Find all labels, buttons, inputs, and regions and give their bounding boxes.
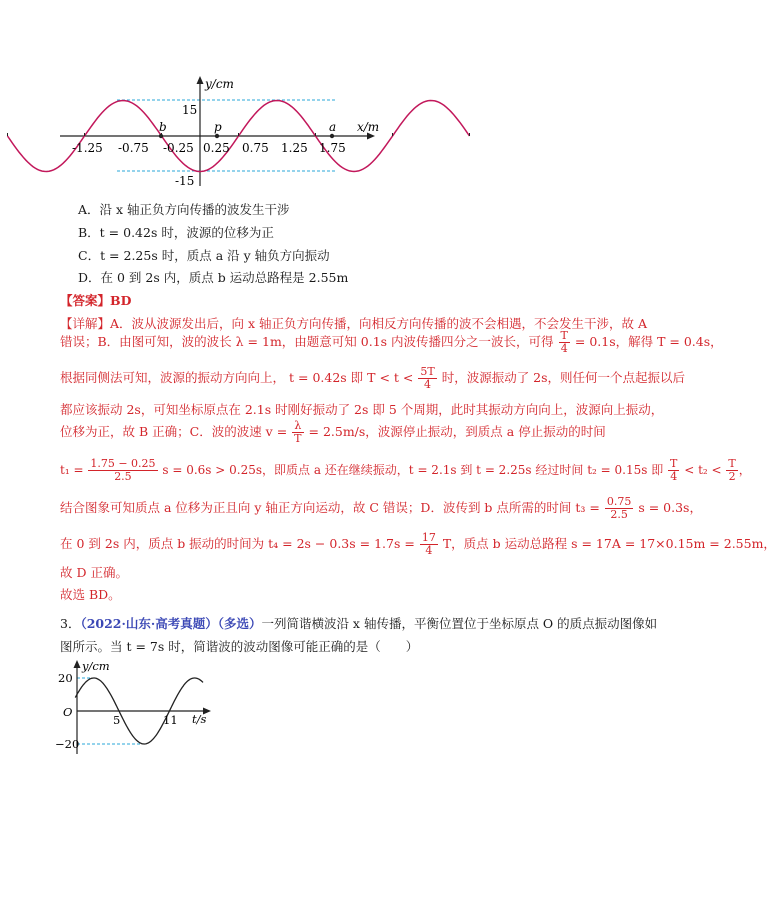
option-a: A．沿 x 轴正负方向传播的波发生干涉 xyxy=(78,202,290,217)
fraction-17-over-4: $\frac{17}{4}$ xyxy=(421,531,436,557)
analysis-line-8b: T，质点 b 运动总路程 s = 17A = 17×0.15m = 2.55m， xyxy=(442,536,776,551)
analysis-line-8 xyxy=(60,532,776,557)
point-p xyxy=(215,134,219,138)
wave-graph xyxy=(55,74,385,190)
analysis-line-7 xyxy=(60,496,702,521)
less-than-t2: < t₂ < xyxy=(684,463,722,477)
analysis-line-10: 故选 BD。 xyxy=(60,587,121,602)
analysis-line-3c: 时，波源振动了 2s，则任何一个点起振以后 xyxy=(441,370,686,385)
y-tick-neg15: -15 xyxy=(175,174,195,188)
analysis-line-6a: t₁ = xyxy=(60,463,84,477)
analysis-line-1: 【详解】A．波从波源发出后，向 x 轴正负方向传播，向相反方向传播的波不会相遇，不会发生干涉，故 A xyxy=(60,316,648,331)
y-tick-20: 20 xyxy=(58,671,73,685)
x-axis-label: x/m xyxy=(357,120,380,134)
y-axis-label: y/cm xyxy=(205,77,234,91)
y-axis-arrow xyxy=(74,660,81,668)
analysis-line-3b: t = 0.42s 即 T < t < xyxy=(289,370,414,385)
point-b-label: b xyxy=(159,120,167,134)
question-3-line-1 xyxy=(60,614,657,632)
analysis-line-5b: = 2.5m/s，波源停止振动，到质点 a 停止振动的时间 xyxy=(308,424,606,439)
x-tick-label: -0.25 xyxy=(163,141,194,155)
vibration-graph xyxy=(55,658,215,756)
x-tick-label: 0.75 xyxy=(242,141,269,155)
option-d: D．在 0 到 2s 内，质点 b 运动总路程是 2.55m xyxy=(78,270,349,285)
analysis-line-7b: s = 0.3s， xyxy=(638,500,702,515)
question-text-1: 一列简谐横波沿 x 轴传播，平衡位置位于坐标原点 O 的质点振动图像如 xyxy=(261,616,658,631)
point-a-label: a xyxy=(329,120,337,134)
point-p-label: p xyxy=(214,120,222,134)
analysis-line-6 xyxy=(60,458,751,483)
analysis-line-4: 都应该振动 2s，可知坐标原点在 2.1s 时刚好振动了 2s 即 5 个周期，此时其振动方向向上，波源向上振动， xyxy=(60,402,664,417)
fraction-lambda-over-t: $\frac{\lambda}{T}$ xyxy=(294,419,302,445)
t-tick-11: 11 xyxy=(163,713,178,727)
fraction-t1: $\frac{1.75 - 0.25}{2.5}$ xyxy=(90,457,156,483)
analysis-line-3a: 根据同侧法可知，波源的振动方向向上， xyxy=(60,370,286,385)
analysis-line-2 xyxy=(60,330,723,355)
question-number: 3． xyxy=(60,616,81,631)
answer: 【答案】BD xyxy=(60,293,132,308)
analysis-line-2b: = 0.1s，解得 T = 0.4s， xyxy=(574,334,723,349)
point-b xyxy=(159,134,163,138)
fraction-t-over-4: $\frac{T}{4}$ xyxy=(560,329,568,355)
x-tick-label: -1.25 xyxy=(72,141,103,155)
analysis-line-7a: 结合图象可知质点 a 位移为正且向 y 轴正方向运动，故 C 错误；D．波传到 b 点所需的时间 t₃ = xyxy=(60,500,600,515)
option-c: C．t = 2.25s 时，质点 a 沿 y 轴负方向振动 xyxy=(78,248,330,263)
x-tick-label: -0.75 xyxy=(118,141,149,155)
question-tag: （2022·山东·高考真题）（多选） xyxy=(80,616,262,631)
x-tick-label: 1.75 xyxy=(319,141,346,155)
point-a xyxy=(330,134,334,138)
y-axis-arrow xyxy=(197,76,204,84)
analysis-line-5a: 位移为正，故 B 正确；C．波的波速 v = xyxy=(60,424,288,439)
fraction-5t-over-4: $\frac{5T}{4}$ xyxy=(420,365,435,391)
fraction-t3: $\frac{0.75}{2.5}$ xyxy=(606,495,632,521)
analysis-line-2a: 错误；B．由图可知，波的波长 λ = 1m，由题意可知 0.1s 内波传播四分之一波长，可得 xyxy=(60,334,554,349)
comma: ， xyxy=(738,463,751,477)
fraction-t-over-2: $\frac{T}{2}$ xyxy=(728,457,736,483)
y-tick-neg20: −20 xyxy=(55,737,80,751)
analysis-line-9: 故 D 正确。 xyxy=(60,565,128,580)
origin-label: O xyxy=(63,705,73,719)
t-axis-label: t/s xyxy=(192,712,207,726)
fraction-t-over-4-b: $\frac{T}{4}$ xyxy=(670,457,678,483)
analysis-line-8a: 在 0 到 2s 内，质点 b 振动的时间为 t₄ = 2s − 0.3s = 1.7s = xyxy=(60,536,415,551)
option-b: B．t = 0.42s 时，波源的位移为正 xyxy=(78,225,274,240)
analysis-line-6b: s = 0.6s > 0.25s，即质点 a 还在继续振动，t = 2.1s 到 t = 2.25s 经过时间 t₂ = 0.15s 即 xyxy=(162,463,664,477)
x-tick-label: 1.25 xyxy=(281,141,308,155)
y-axis-label: y/cm xyxy=(82,659,110,673)
y-tick-15: 15 xyxy=(182,103,198,117)
x-tick-label: 0.25 xyxy=(203,141,230,155)
analysis-line-5 xyxy=(60,420,606,445)
question-3-line-2: 图所示。当 t = 7s 时，简谐波的波动图像可能正确的是（ ） xyxy=(60,639,419,654)
analysis-line-3 xyxy=(60,366,685,391)
t-tick-5: 5 xyxy=(113,713,121,727)
